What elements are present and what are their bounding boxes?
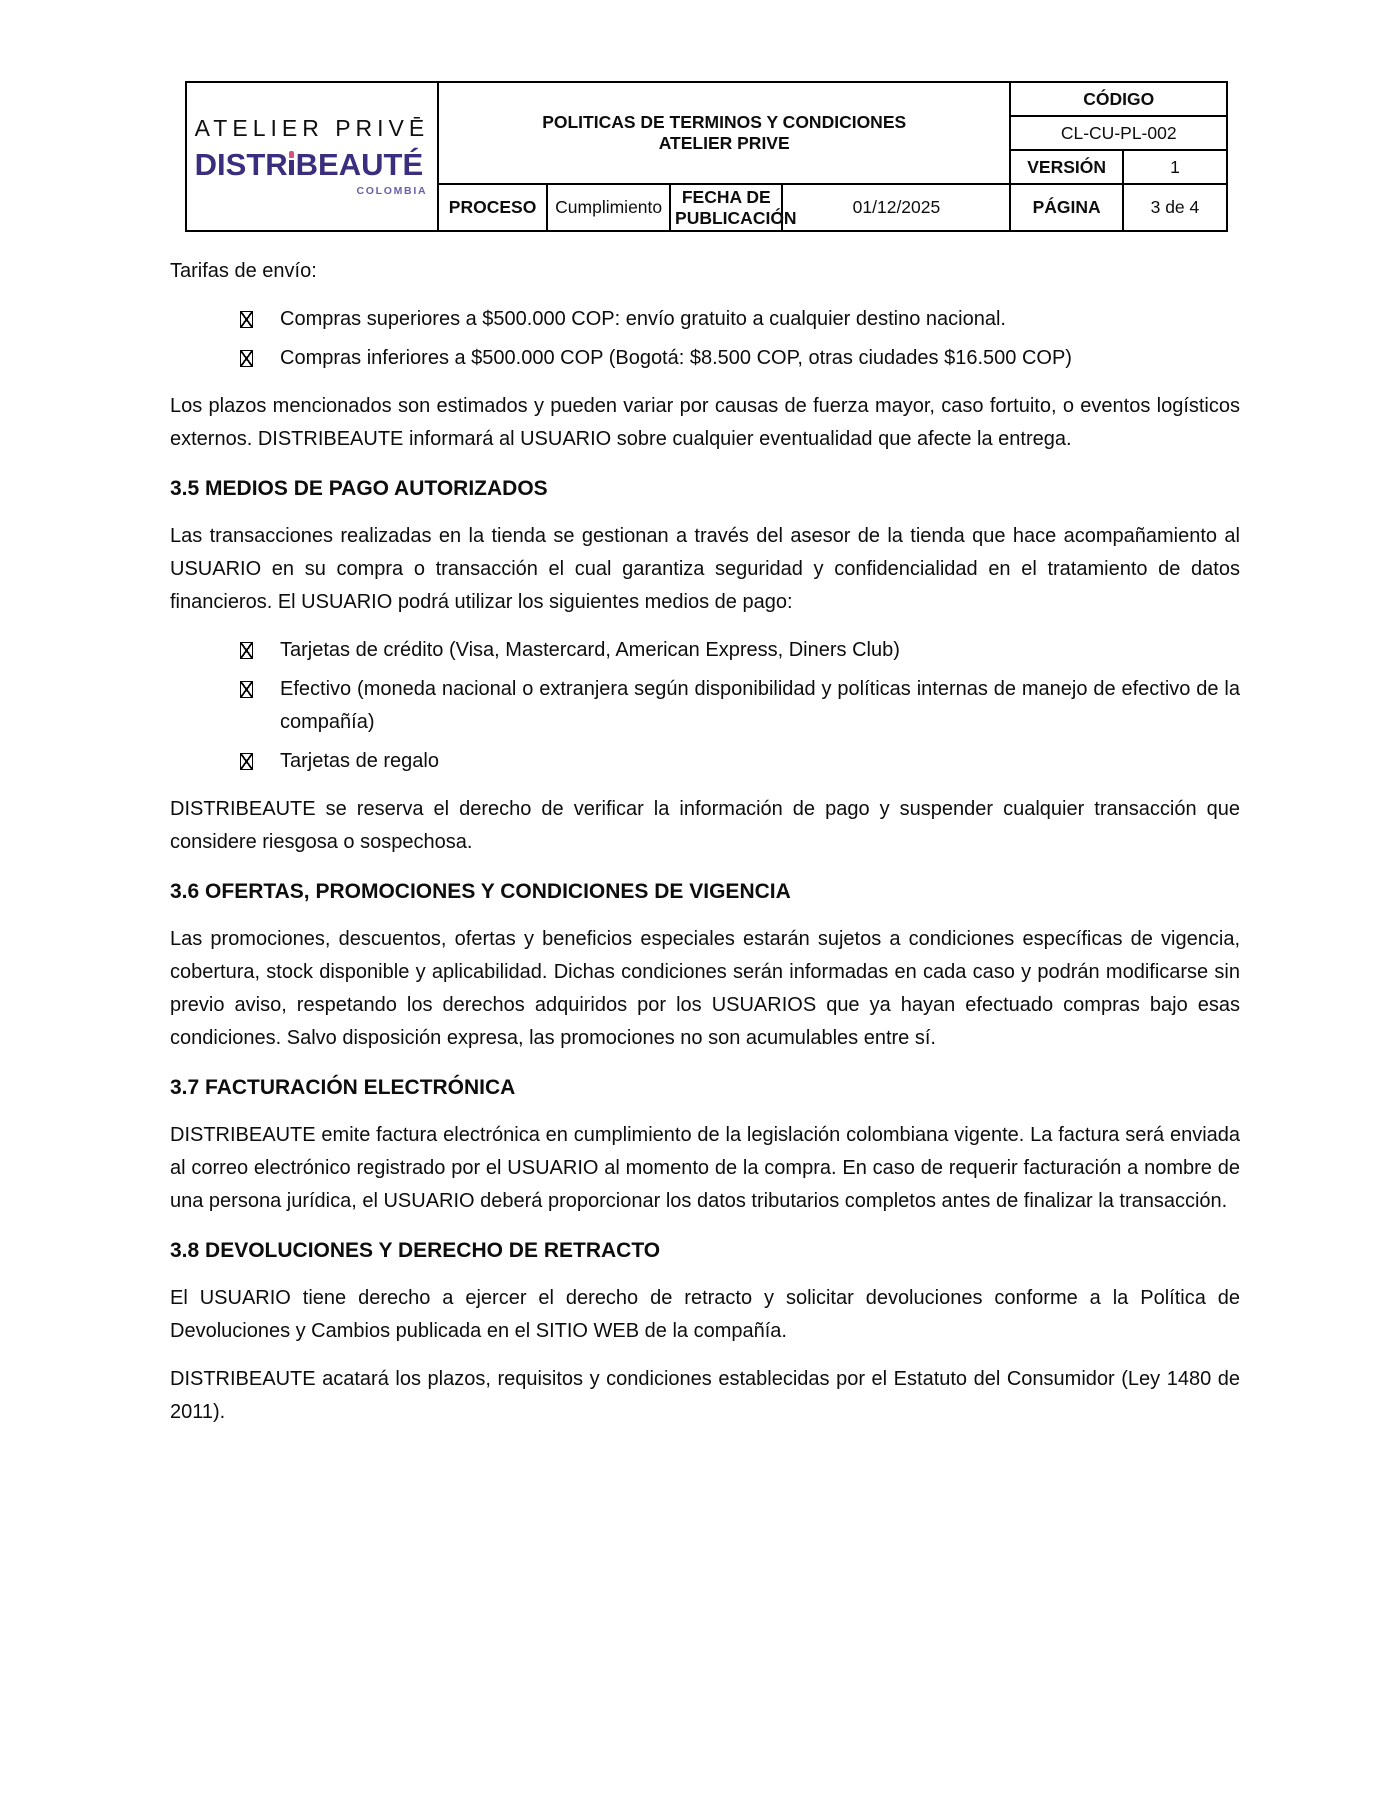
section-3-5-heading: 3.5 MEDIOS DE PAGO AUTORIZADOS (170, 477, 548, 501)
list-item (170, 673, 1240, 739)
brand-part1: DISTR (194, 147, 288, 183)
section-3-5-paragraph: Las transacciones realizadas en la tienda se gestionan a través del asesor de la tienda que hace acompañamiento al USUARIO en su compra o transacción el cual garantiza seguridad y confidencialidad en el tratamiento de datos financieros. El USUARIO podrá utilizar los siguientes medios de pago: (170, 525, 1240, 614)
document-body (170, 255, 1240, 1429)
section-3-6-paragraph: Las promociones, descuentos, ofertas y beneficios especiales estarán sujetos a condiciones específicas de vigencia, cobertura, stock disponible y aplicabilidad. Dichas condiciones serán informadas en cada caso y podrán modificarse sin previo aviso, respetando los derechos adquiridos por los USUARIOS que ya hayan efectuado compras bajo esas condiciones. Salvo disposición expresa, las promociones no son acumulables entre sí. (170, 928, 1240, 1050)
document-title-line1: POLITICAS DE TERMINOS Y CONDICIONES (542, 112, 907, 133)
fecha-publicacion-label: FECHA DE PUBLICACIÓN (670, 184, 782, 231)
section-3-8-heading: 3.8 DEVOLUCIONES Y DERECHO DE RETRACTO (170, 1239, 661, 1263)
brand-part2: BEAUTÉ (295, 147, 424, 183)
section-3-6-heading: 3.6 OFERTAS, PROMOCIONES Y CONDICIONES DE VIGENCIA (170, 880, 791, 904)
section-3-8-paragraph-1: El USUARIO tiene derecho a ejercer el derecho de retracto y solicitar devoluciones conforme a la Política de Devoluciones y Cambios publicada en el SITIO WEB de la compañía. (170, 1287, 1240, 1343)
document-title (438, 82, 1011, 184)
pagina-label: PÁGINA (1010, 184, 1122, 231)
list-item-text: Compras superiores a $500.000 COP: envío gratuito a cualquier destino nacional. (280, 308, 1006, 331)
version-label: VERSIÓN (1010, 150, 1122, 184)
tarifas-list (170, 303, 1240, 375)
list-item (170, 342, 1240, 375)
version-value: 1 (1123, 150, 1227, 184)
missing-glyph-bullet-icon (240, 350, 253, 367)
codigo-value: CL-CU-PL-002 (1010, 116, 1227, 150)
distribeaute-wordmark (195, 149, 430, 182)
atelier-prive-wordmark: ATELIER PRIVĒ (194, 114, 430, 141)
list-item-text: Efectivo (moneda nacional o extranjera según disponibilidad y políticas internas de manejo de efectivo de la compañía) (280, 678, 1240, 734)
list-item-text: Tarjetas de regalo (280, 750, 439, 773)
missing-glyph-bullet-icon (240, 681, 253, 698)
medios-pago-list (170, 634, 1240, 778)
atelier-prive-logo (195, 115, 430, 197)
section-3-7-heading: 3.7 FACTURACIÓN ELECTRÓNICA (170, 1076, 516, 1100)
plazos-paragraph: Los plazos mencionados son estimados y pueden variar por causas de fuerza mayor, caso fortuito, o eventos logísticos externos. DISTRIBEAUTE informará al USUARIO sobre cualquier eventualidad que afecte la entrega. (170, 395, 1240, 451)
missing-glyph-bullet-icon (240, 311, 253, 328)
document-header-table (185, 81, 1228, 232)
list-item (170, 634, 1240, 667)
tarifas-intro: Tarifas de envío: (170, 260, 317, 283)
proceso-label: PROCESO (438, 184, 547, 231)
list-item (170, 303, 1240, 336)
proceso-value: Cumplimiento (547, 184, 670, 231)
section-3-8-paragraph-2: DISTRIBEAUTE acatará los plazos, requisitos y condiciones establecidas por el Estatuto del Consumidor (Ley 1480 de 2011). (170, 1368, 1240, 1424)
list-item-text: Tarjetas de crédito (Visa, Mastercard, American Express, Diners Club) (280, 639, 900, 662)
list-item (170, 745, 1240, 778)
section-3-7-paragraph: DISTRIBEAUTE emite factura electrónica en cumplimiento de la legislación colombiana vigente. La factura será enviada al correo electrónico registrado por el USUARIO al momento de la compra. En caso de requerir facturación a nombre de una persona jurídica, el USUARIO deberá proporcionar los datos tributarios completos antes de finalizar la transacción. (170, 1124, 1240, 1213)
list-item-text: Compras inferiores a $500.000 COP (Bogotá: $8.500 COP, otras ciudades $16.500 COP) (280, 347, 1072, 370)
colombia-label: COLOMBIA (356, 184, 428, 197)
section-3-5-paragraph-2: DISTRIBEAUTE se reserva el derecho de verificar la información de pago y suspender cualquier transacción que considere riesgosa o sospechosa. (170, 798, 1240, 854)
logo-cell (186, 82, 438, 231)
lipstick-i-icon (288, 151, 296, 175)
missing-glyph-bullet-icon (240, 753, 253, 770)
pagina-value: 3 de 4 (1123, 184, 1227, 231)
missing-glyph-bullet-icon (240, 642, 253, 659)
codigo-label: CÓDIGO (1010, 82, 1227, 116)
document-title-line2: ATELIER PRIVE (658, 133, 790, 153)
fecha-publicacion-value: 01/12/2025 (782, 184, 1010, 231)
